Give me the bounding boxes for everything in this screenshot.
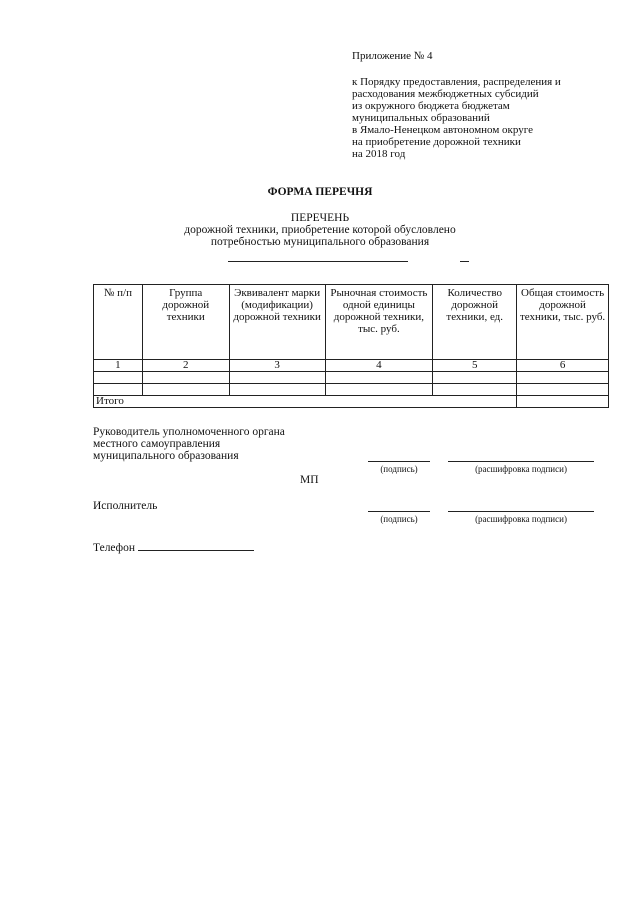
stamp-place: МП bbox=[300, 474, 319, 486]
appendix-number: Приложение № 4 bbox=[352, 50, 433, 62]
table-row bbox=[94, 372, 609, 384]
list-title: ПЕРЕЧЕНЬ bbox=[290, 212, 350, 224]
table-total-row bbox=[94, 396, 609, 408]
column-number: 3 bbox=[229, 360, 325, 372]
phone-label: Телефон bbox=[93, 542, 136, 554]
column-number: 6 bbox=[517, 360, 609, 372]
column-number: 2 bbox=[142, 360, 229, 372]
table-cell bbox=[517, 372, 609, 384]
list-subtitle-line: дорожной техники, приобретение которой обусловлено bbox=[184, 224, 456, 236]
executor-signature-caption: (подпись) bbox=[380, 514, 418, 524]
appendix-line: к Порядку предоставления, распределения и bbox=[352, 76, 561, 88]
column-number: 5 bbox=[433, 360, 517, 372]
municipality-blank-line bbox=[228, 261, 408, 262]
municipality-blank-line-tail bbox=[460, 261, 469, 262]
table-header-cell: Рыночная стоимость одной единицы дорожной техники, тыс. руб. bbox=[325, 285, 433, 360]
table-header-cell: № п/п bbox=[94, 285, 143, 360]
decoding-line bbox=[448, 461, 594, 462]
signature-label-line: Руководитель уполномоченного органа bbox=[93, 426, 285, 438]
table-header-cell: Количество дорожной техники, ед. bbox=[433, 285, 517, 360]
table-cell bbox=[229, 372, 325, 384]
list-subtitle-line: потребностью муниципального образования bbox=[210, 236, 430, 248]
table-cell bbox=[229, 384, 325, 396]
appendix-line: расходования межбюджетных субсидий bbox=[352, 88, 539, 100]
appendix-line: на приобретение дорожной техники bbox=[352, 136, 521, 148]
table-cell bbox=[517, 384, 609, 396]
table-cell bbox=[94, 384, 143, 396]
executor-signature-line bbox=[368, 511, 430, 512]
table-header-row bbox=[94, 285, 609, 360]
table-header-cell: Общая стоимость дорожной техники, тыс. руб. bbox=[517, 285, 609, 360]
executor-decoding-line bbox=[448, 511, 594, 512]
table-cell bbox=[94, 372, 143, 384]
appendix-line: на 2018 год bbox=[352, 148, 406, 160]
head-signature-label bbox=[93, 426, 285, 462]
appendix-line: муниципальных образований bbox=[352, 112, 490, 124]
table-cell bbox=[325, 372, 433, 384]
executor-label: Исполнитель bbox=[93, 500, 158, 512]
table-cell bbox=[142, 372, 229, 384]
table-number-row bbox=[94, 360, 609, 372]
table-header-cell: Группа дорожной техники bbox=[142, 285, 229, 360]
table-cell bbox=[433, 384, 517, 396]
phone-blank-line bbox=[138, 540, 254, 551]
column-number: 1 bbox=[94, 360, 143, 372]
total-value bbox=[517, 396, 609, 408]
appendix-line: из окружного бюджета бюджетам bbox=[352, 100, 510, 112]
column-number: 4 bbox=[325, 360, 433, 372]
equipment-table bbox=[93, 284, 609, 408]
appendix-block bbox=[352, 50, 622, 160]
executor-decoding-caption: (расшифровка подписи) bbox=[475, 514, 567, 524]
appendix-line: в Ямало-Ненецком автономном округе bbox=[352, 124, 534, 136]
total-label: Итого bbox=[94, 396, 517, 408]
table-header-cell: Эквивалент марки (модификации) дорожной техники bbox=[229, 285, 325, 360]
signature-line bbox=[368, 461, 430, 462]
signature-caption: (подпись) bbox=[380, 464, 418, 474]
table-cell bbox=[433, 372, 517, 384]
table-cell bbox=[325, 384, 433, 396]
table-row bbox=[94, 384, 609, 396]
signature-label-line: местного самоуправления bbox=[93, 438, 221, 450]
signature-label-line: муниципального образования bbox=[93, 450, 239, 462]
phone-field bbox=[93, 540, 254, 554]
table-cell bbox=[142, 384, 229, 396]
form-title: ФОРМА ПЕРЕЧНЯ bbox=[267, 186, 373, 198]
list-title-block bbox=[160, 212, 480, 248]
decoding-caption: (расшифровка подписи) bbox=[475, 464, 567, 474]
